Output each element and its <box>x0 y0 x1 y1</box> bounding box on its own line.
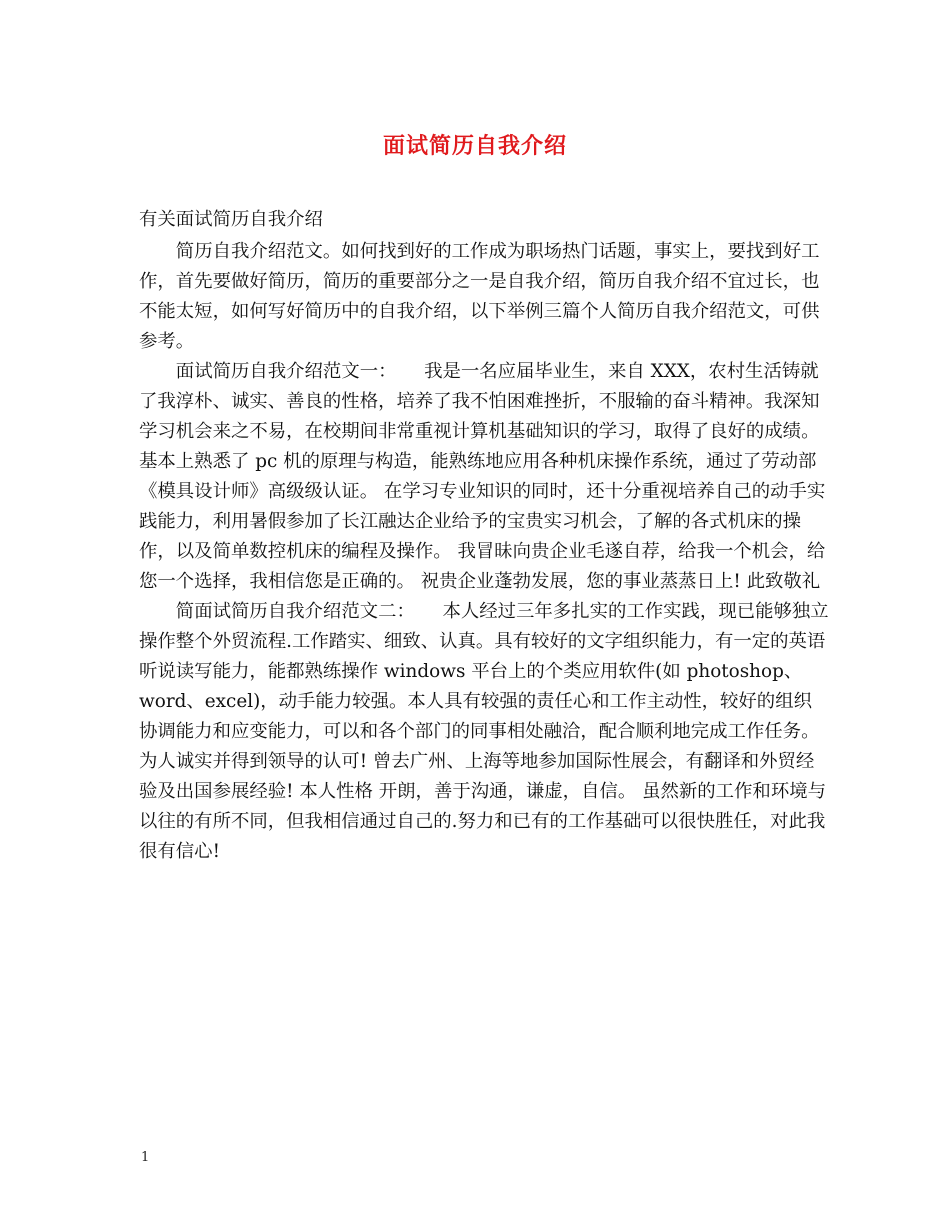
document-body <box>139 205 829 867</box>
document-subtitle: 有关面试简历自我介绍 <box>139 209 323 230</box>
document-title: 面试简历自我介绍 <box>382 133 567 159</box>
page-number: 1 <box>141 1150 150 1165</box>
paragraph-sample-two: 简面试简历自我介绍范文二： 本人经过三年多扎实的工作实践，现已能够独立操作整个外贸流程.工作踏实、细致、认真。具有较好的文字组织能力，有一定的英语听说读写能力，能都熟练操作 windows 平台上的个类应用软件(如 photoshop、word、excel)，动手能力较强。本人具有较强的责任心和工作主动性，较好的组织协调能力和应变能力，可以和各个部门的同事相处融洽，配合顺利地完成工作任务。为人诚实并得到领导的认可! 曾去广州、上海等地参加国际性展会，有翻译和外贸经验及出国参展经验! 本人性格 开朗，善于沟通，谦虚，自信。 虽然新的工作和环境与以往的有所不同，但我相信通过自己的.努力和已有的工作基础可以很快胜任，对此我很有信心! <box>139 601 829 862</box>
paragraph-sample-one: 面试简历自我介绍范文一： 我是一名应届毕业生，来自 XXX，农村生活铸就了我淳朴、诚实、善良的性格，培养了我不怕困难挫折，不服输的奋斗精神。我深知学习机会来之不易，在校期间非常重视计算机基础知识的学习，取得了良好的成绩。基本上熟悉了 pc 机的原理与构造，能熟练地应用各种机床操作系统，通过了劳动部《模具设计师》高级级认证。 在学习专业知识的同时，还十分重视培养自己的动手实践能力，利用暑假参加了长江融达企业给予的宝贵实习机会，了解的各式机床的操作，以及简单数控机床的编程及操作。 我冒昧向贵企业毛遂自荐，给我一个机会，给您一个选择，我相信您是正确的。 祝贵企业蓬勃发展，您的事业蒸蒸日上! 此致敬礼 <box>139 361 826 592</box>
paragraph-intro: 简历自我介绍范文。如何找到好的工作成为职场热门话题，事实上，要找到好工作，首先要做好简历，简历的重要部分之一是自我介绍，简历自我介绍不宜过长，也不能太短，如何写好简历中的自我介绍，以下举例三篇个人简历自我介绍范文，可供参考。 <box>139 241 820 352</box>
